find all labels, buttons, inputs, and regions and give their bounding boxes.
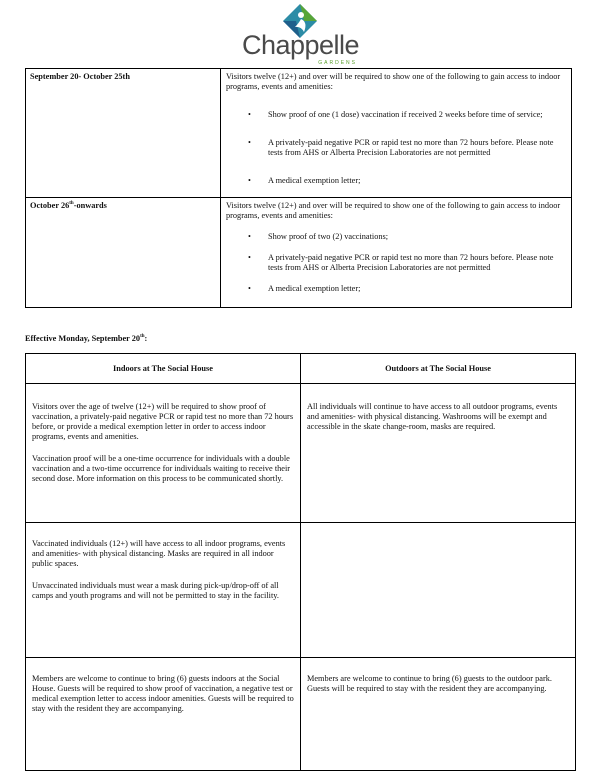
indoors-cell: Vaccinated individuals (12+) will have access to all indoor programs, events and amenities- with physical distancing. Masks are required in all indoor public spaces. Unvaccinated individuals must wear a mask during pick-up/drop-off of all camps and youth programs and will not be permitted to stay in the facility.: [26, 523, 301, 658]
logo-subtitle: GARDENS: [318, 60, 357, 66]
requirements-intro: Visitors twelve (12+) and over will be required to show one of the following to gain access to indoor programs, events and amenities:: [226, 201, 561, 220]
outdoors-cell: [301, 523, 576, 658]
list-item: • Show proof of one (1 dose) vaccination if received 2 weeks before time of service;: [226, 110, 566, 120]
requirements-list: [226, 232, 566, 294]
column-header-outdoors: Outdoors at The Social House: [301, 354, 576, 384]
effective-date-heading: Effective Monday, September 20th:: [25, 334, 148, 343]
indoors-cell: Members are welcome to continue to bring (6) guests indoors at the Social House. Guests will be required to show proof of vaccination, a negative test or medical exemption letter to access indoor amenities. Guests will be required to stay with the resident they are accompanying.: [26, 658, 301, 771]
requirements-intro: Visitors twelve (12+) and over will be required to show one of the following to gain access to indoor programs, events and amenities:: [226, 72, 561, 91]
chappelle-gardens-logo: [238, 2, 363, 68]
period-label: October 26th-onwards: [30, 201, 107, 210]
period-cell: [26, 198, 221, 308]
period-cell: [26, 69, 221, 198]
requirements-cell: [221, 69, 572, 198]
requirements-list: [226, 110, 566, 186]
vaccination-schedule-table: [25, 68, 572, 308]
table-row: [26, 523, 576, 658]
column-header-indoors: Indoors at The Social House: [26, 354, 301, 384]
list-item: • A privately-paid negative PCR or rapid test no more than 72 hours before. Please note tests from AHS or Alberta Precision Laboratories are not permitted: [226, 253, 566, 273]
table-row: [26, 198, 572, 308]
table-row: [26, 69, 572, 198]
list-item: • Show proof of two (2) vaccinations;: [226, 232, 566, 242]
list-item: • A medical exemption letter;: [226, 284, 566, 294]
table-header-row: [26, 354, 576, 384]
social-house-table: [25, 353, 576, 771]
table-row: [26, 384, 576, 523]
table-row: [26, 658, 576, 771]
requirements-cell: [221, 198, 572, 308]
outdoors-cell: Members are welcome to continue to bring (6) guests to the outdoor park. Guests will be required to stay with the resident they are accompanying.: [301, 658, 576, 771]
outdoors-cell: All individuals will continue to have access to all outdoor programs, events and amenities- with physical distancing. Washrooms will be exempt and accessible in the skate change-room, masks are required.: [301, 384, 576, 523]
list-item: • A medical exemption letter;: [226, 176, 566, 186]
list-item: • A privately-paid negative PCR or rapid test no more than 72 hours before. Please note tests from AHS or Alberta Precision Laboratories are not permitted: [226, 138, 566, 158]
indoors-cell: Visitors over the age of twelve (12+) will be required to show proof of vaccination, a privately-paid negative PCR or rapid test no more than 72 hours before, or provide a medical exemption letter in order to access indoor programs, events and amenities. Vaccination proof will be a one-time occurrence for individuals with a double vaccination and a two-time occurrence for individuals waiting to receive their second dose. More information on this process to be communicated shortly.: [26, 384, 301, 523]
period-label: September 20- October 25th: [30, 72, 130, 81]
logo-wordmark: Chappelle: [241, 30, 360, 60]
